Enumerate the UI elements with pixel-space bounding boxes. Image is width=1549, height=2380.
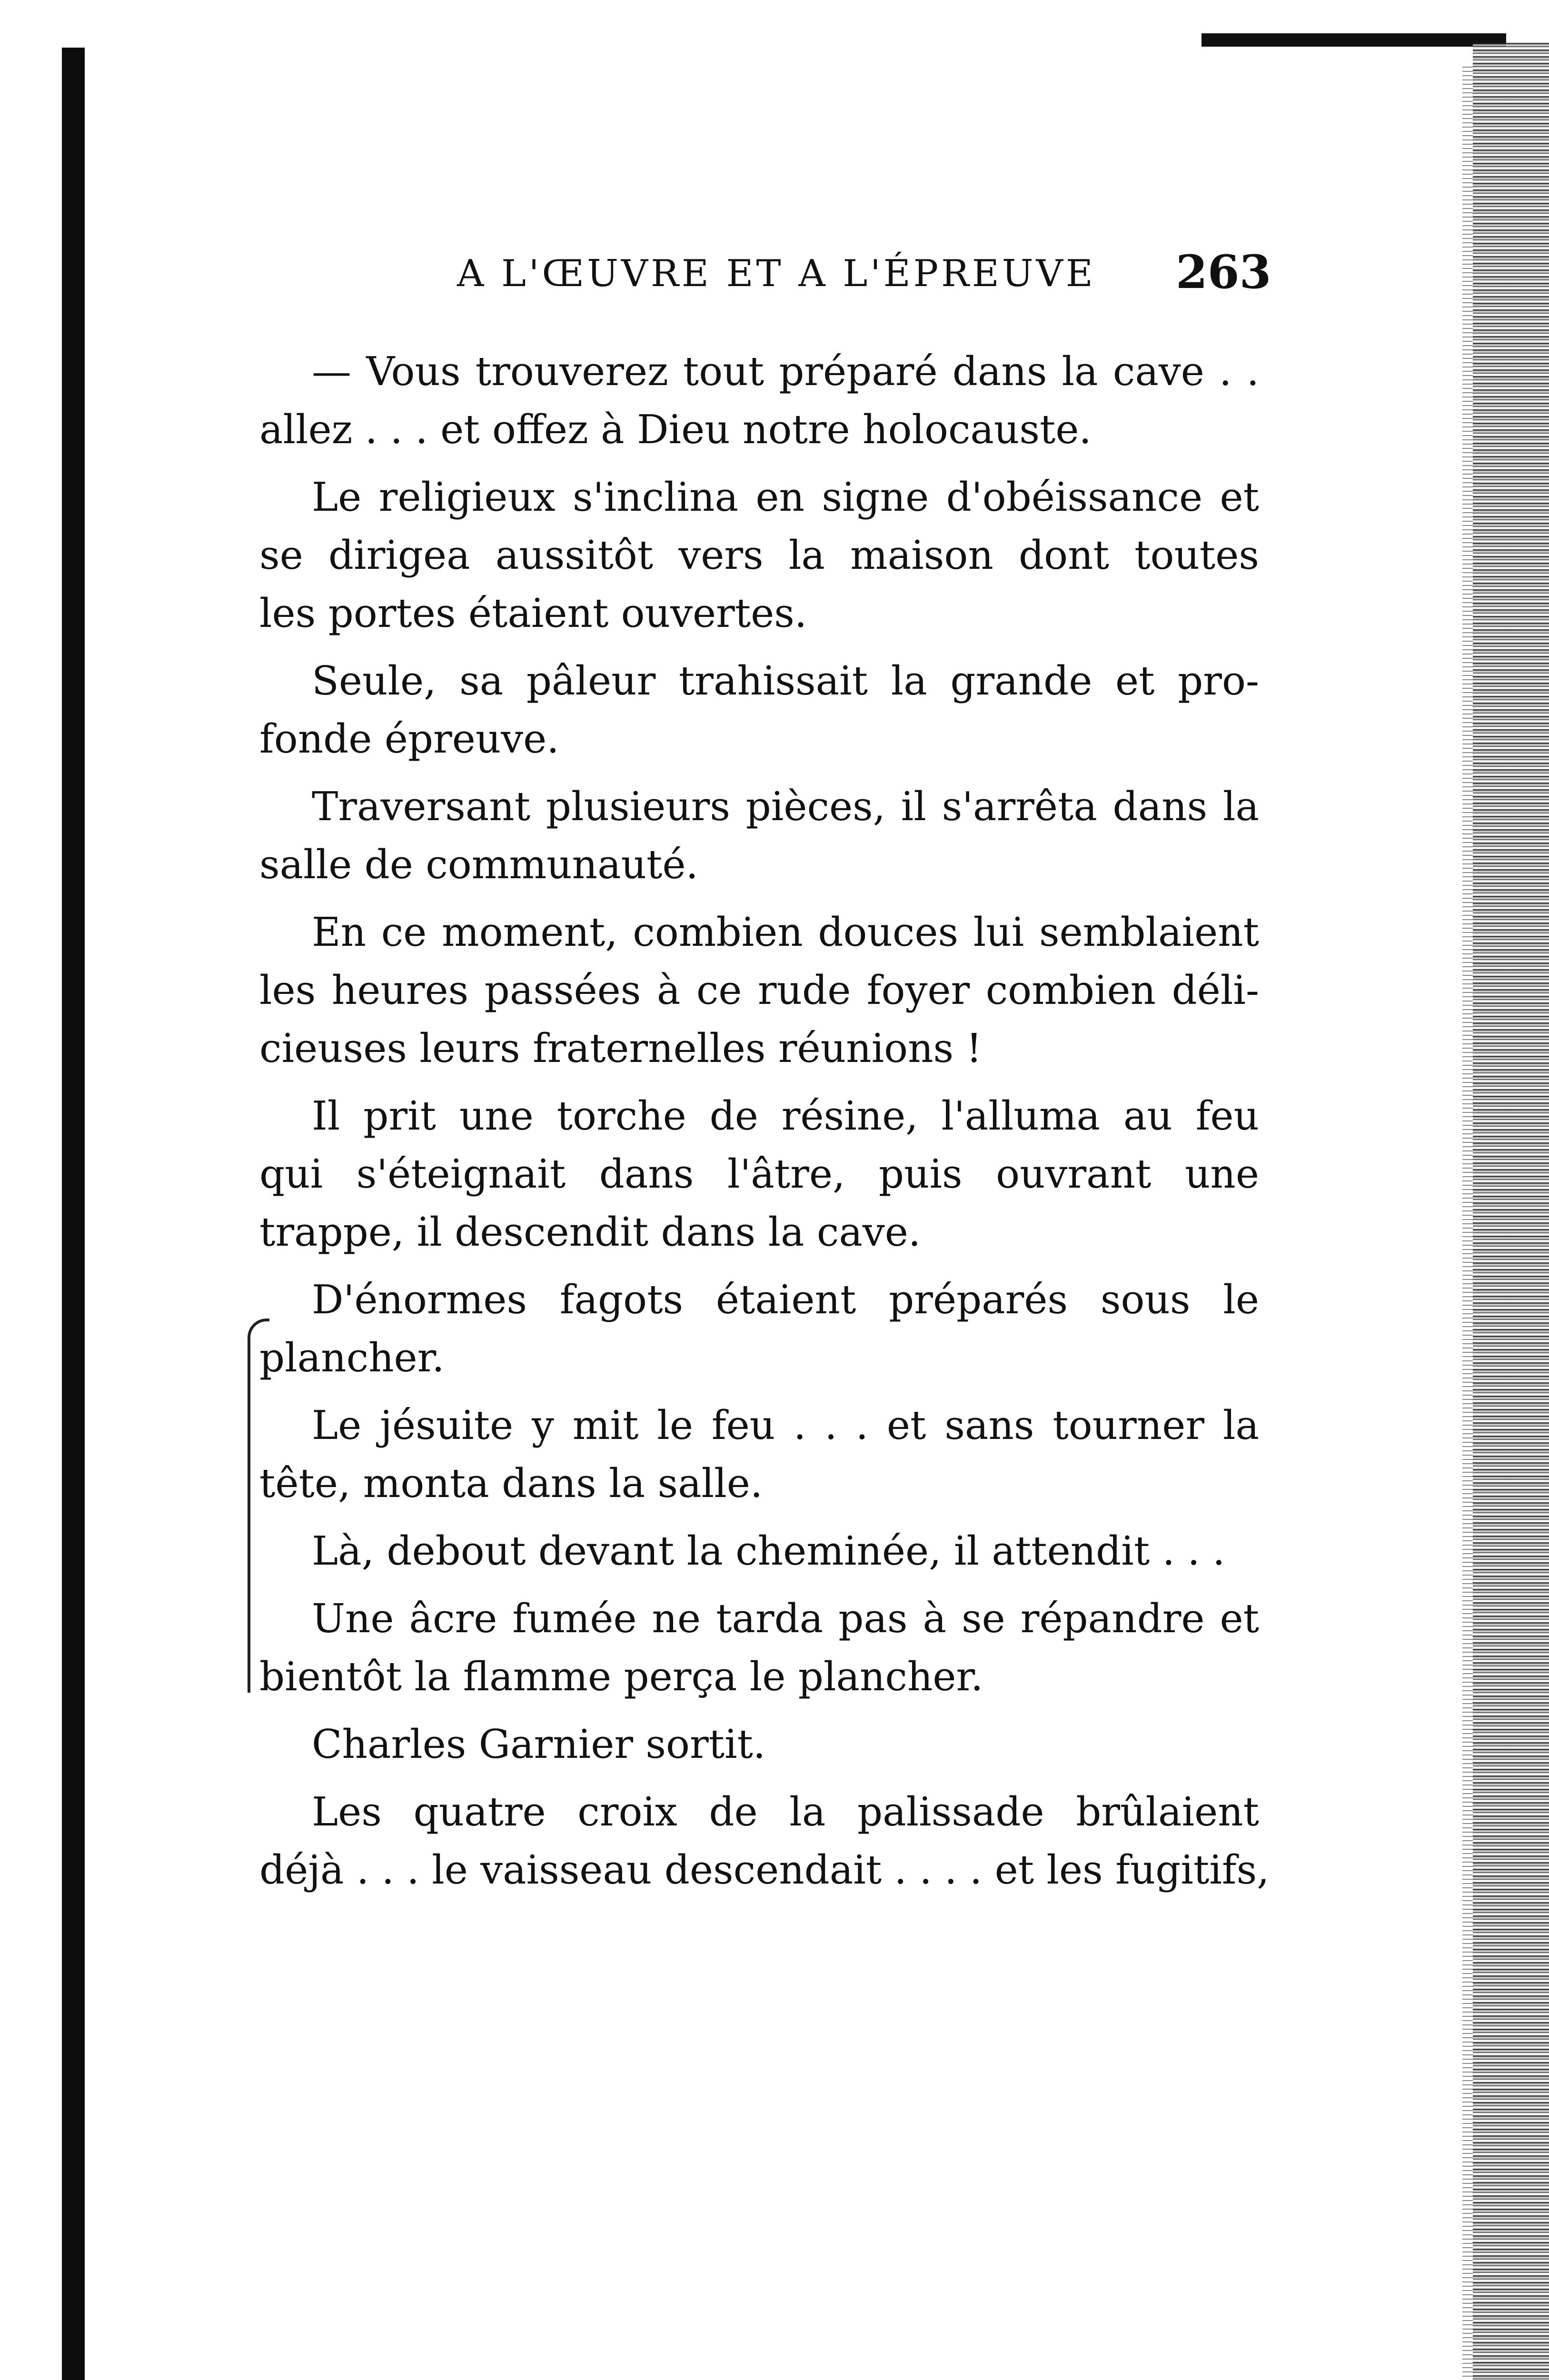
text-line: Il prit une torche de résine, l'alluma au feu	[312, 1093, 1259, 1139]
text-line: Traversant plusieurs pièces, il s'arrêta dans la	[312, 783, 1259, 830]
body-text	[259, 343, 1270, 1909]
text-line: trappe, il descendit dans la cave.	[259, 1209, 921, 1255]
text-line: Seule, sa pâleur trahissait la grande et pro-	[312, 658, 1259, 704]
paragraph	[259, 343, 1259, 459]
text-line: bientôt la flamme perça le plancher.	[259, 1654, 983, 1700]
running-title: A L'ŒUVRE ET A L'ÉPREUVE	[457, 252, 1096, 295]
paragraph	[259, 468, 1259, 643]
page-number: 263	[1176, 245, 1271, 299]
text-line: — Vous trouverez tout préparé dans la cave . .	[312, 348, 1259, 395]
text-line: Là, debout devant la cheminée, il attendit . . .	[312, 1528, 1225, 1574]
text-line: allez . . . et offez à Dieu notre holocauste.	[259, 407, 1092, 453]
text-line: plancher.	[259, 1335, 445, 1381]
paragraph	[259, 1397, 1259, 1513]
text-line: Charles Garnier sortit.	[312, 1721, 766, 1767]
text-line: salle de communauté.	[259, 842, 698, 888]
paragraph	[259, 1087, 1259, 1261]
page-edge-right-inner	[1462, 67, 1473, 2380]
paragraph	[259, 1783, 1270, 1899]
text-line: Une âcre fumée ne tarda pas à se répandre et	[312, 1596, 1259, 1642]
text-line: les portes étaient ouvertes.	[259, 590, 807, 636]
paragraph	[259, 778, 1259, 894]
page-edge-right	[1473, 43, 1549, 2380]
text-line: En ce moment, combien douces lui semblaient	[312, 909, 1259, 955]
text-line: cieuses leurs fraternelles réunions !	[259, 1025, 982, 1071]
text-line: qui s'éteignait dans l'âtre, puis ouvrant une	[259, 1151, 1259, 1197]
paragraph	[259, 903, 1259, 1078]
text-line: D'énormes fagots étaient préparés sous le	[312, 1277, 1259, 1323]
text-line: fonde épreuve.	[259, 716, 559, 762]
text-line: les heures passées à ce rude foyer combien déli-	[259, 967, 1259, 1013]
text-line: Les quatre croix de la palissade brûlaient	[312, 1789, 1259, 1835]
paragraph	[259, 1522, 1259, 1580]
paragraph	[259, 652, 1259, 768]
text-line: tête, monta dans la salle.	[259, 1460, 763, 1507]
paragraph	[259, 1271, 1259, 1387]
paragraph	[259, 1716, 1259, 1774]
text-line: se dirigea aussitôt vers la maison dont toutes	[259, 532, 1259, 578]
binding-edge	[62, 48, 85, 2380]
paragraph	[259, 1590, 1259, 1706]
text-line: déjà . . . le vaisseau descendait . . . . et les fugitifs,	[259, 1847, 1270, 1893]
scan-top-mark	[1201, 33, 1506, 47]
text-line: Le jésuite y mit le feu . . . et sans tourner la	[312, 1402, 1259, 1448]
text-line: Le religieux s'inclina en signe d'obéissance et	[312, 474, 1259, 520]
